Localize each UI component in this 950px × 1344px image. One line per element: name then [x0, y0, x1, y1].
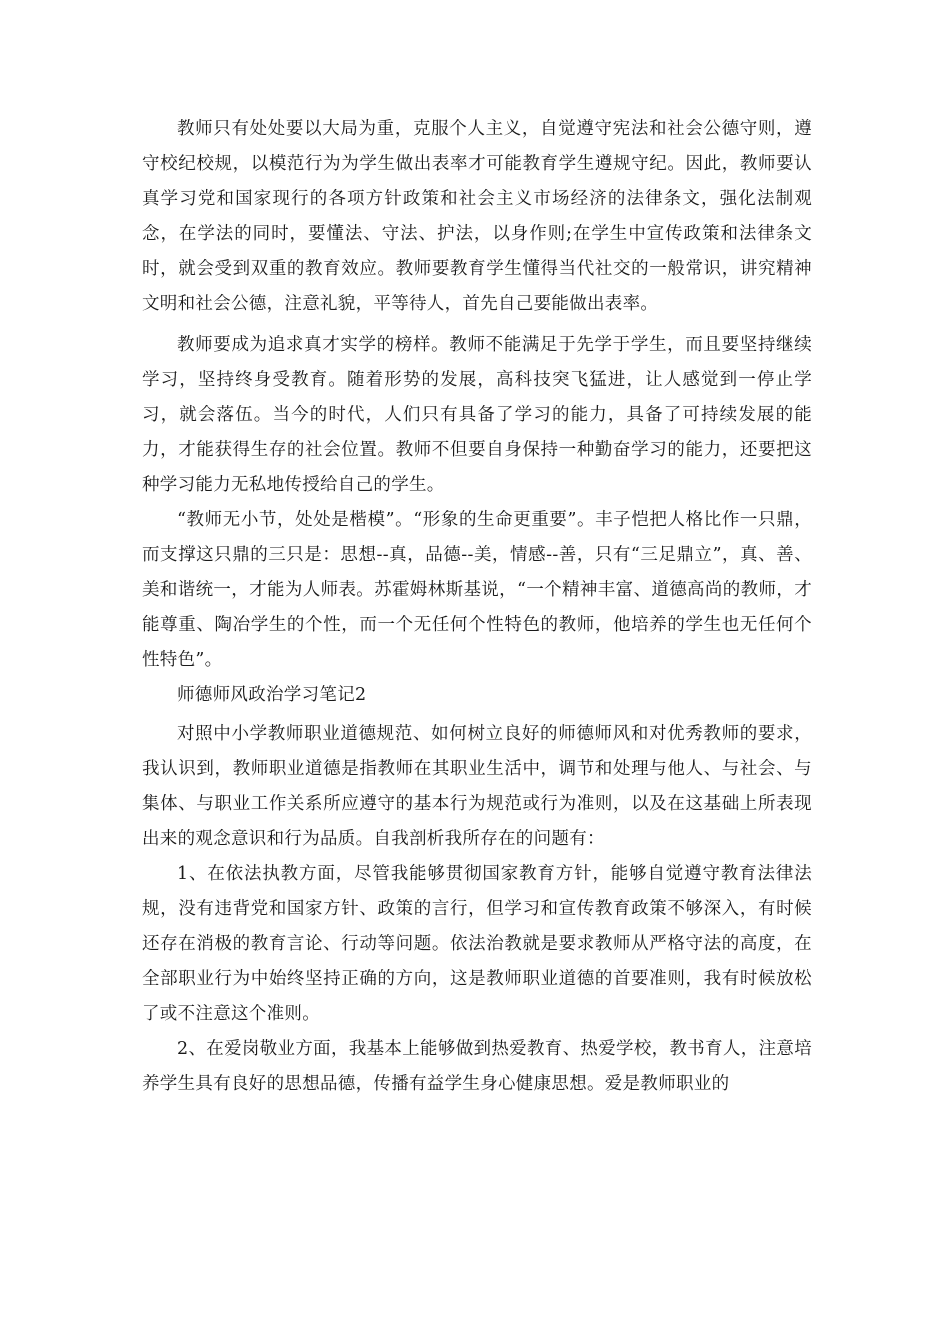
paragraph-6: 2、在爱岗敬业方面，我基本上能够做到热爱教育、热爱学校，教书育人，注意培养学生具有良好的思想品德，传播有益学生身心健康思想。爱是教师职业的	[142, 1039, 812, 1094]
paragraph-4: 对照中小学教师职业道德规范、如何树立良好的师德师风和对优秀教师的要求，我认识到，教师职业道德是指教师在其职业生活中，调节和处理与他人、与社会、与集体、与职业工作关系所应遵守的基本行为规范或行为准则，以及在这基础上所表现出来的观念意识和行为品质。自我剖析我所存在的问题有：	[142, 724, 812, 849]
document-page	[142, 112, 812, 1102]
paragraph-5: 1、在依法执教方面，尽管我能够贯彻国家教育方针，能够自觉遵守教育法律法规，没有违背党和国家方针、政策的言行，但学习和宣传教育政策不够深入，有时候还存在消极的教育言论、行动等问题。依法治教就是要求教师从严格守法的高度，在全部职业行为中始终坚持正确的方向，这是教师职业道德的首要准则，我有时候放松了或不注意这个准则。	[142, 864, 812, 1024]
paragraph-1: 教师只有处处要以大局为重，克服个人主义，自觉遵守宪法和社会公德守则，遵守校纪校规，以模范行为为学生做出表率才可能教育学生遵规守纪。因此，教师要认真学习党和国家现行的各项方针政策和社会主义市场经济的法律条文，强化法制观念，在学法的同时，要懂法、守法、护法，以身作则;在学生中宣传政策和法律条文时，就会受到双重的教育效应。教师要教育学生懂得当代社交的一般常识，讲究精神文明和社会公德，注意礼貌，平等待人，首先自己要能做出表率。	[142, 119, 812, 314]
section-heading: 师德师风政治学习笔记2	[177, 685, 367, 705]
paragraph-2: 教师要成为追求真才实学的榜样。教师不能满足于先学于学生，而且要坚持继续学习，坚持终身受教育。随着形势的发展，高科技突飞猛进，让人感觉到一停止学习，就会落伍。当今的时代，人们只有具备了学习的能力，具备了可持续发展的能力，才能获得生存的社会位置。教师不但要自身保持一种勤奋学习的能力，还要把这种学习能力无私地传授给自己的学生。	[142, 335, 812, 495]
paragraph-3: “教师无小节，处处是楷模”。“形象的生命更重要”。丰子恺把人格比作一只鼎，而支撑这只鼎的三只是：思想--真，品德--美，情感--善，只有“三足鼎立”，真、善、美和谐统一，才能为人师表。苏霍姆林斯基说，“一个精神丰富、道德高尚的教师，才能尊重、陶冶学生的个性，而一个无任何个性特色的教师，他培养的学生也无任何个性特色”。	[142, 510, 812, 670]
